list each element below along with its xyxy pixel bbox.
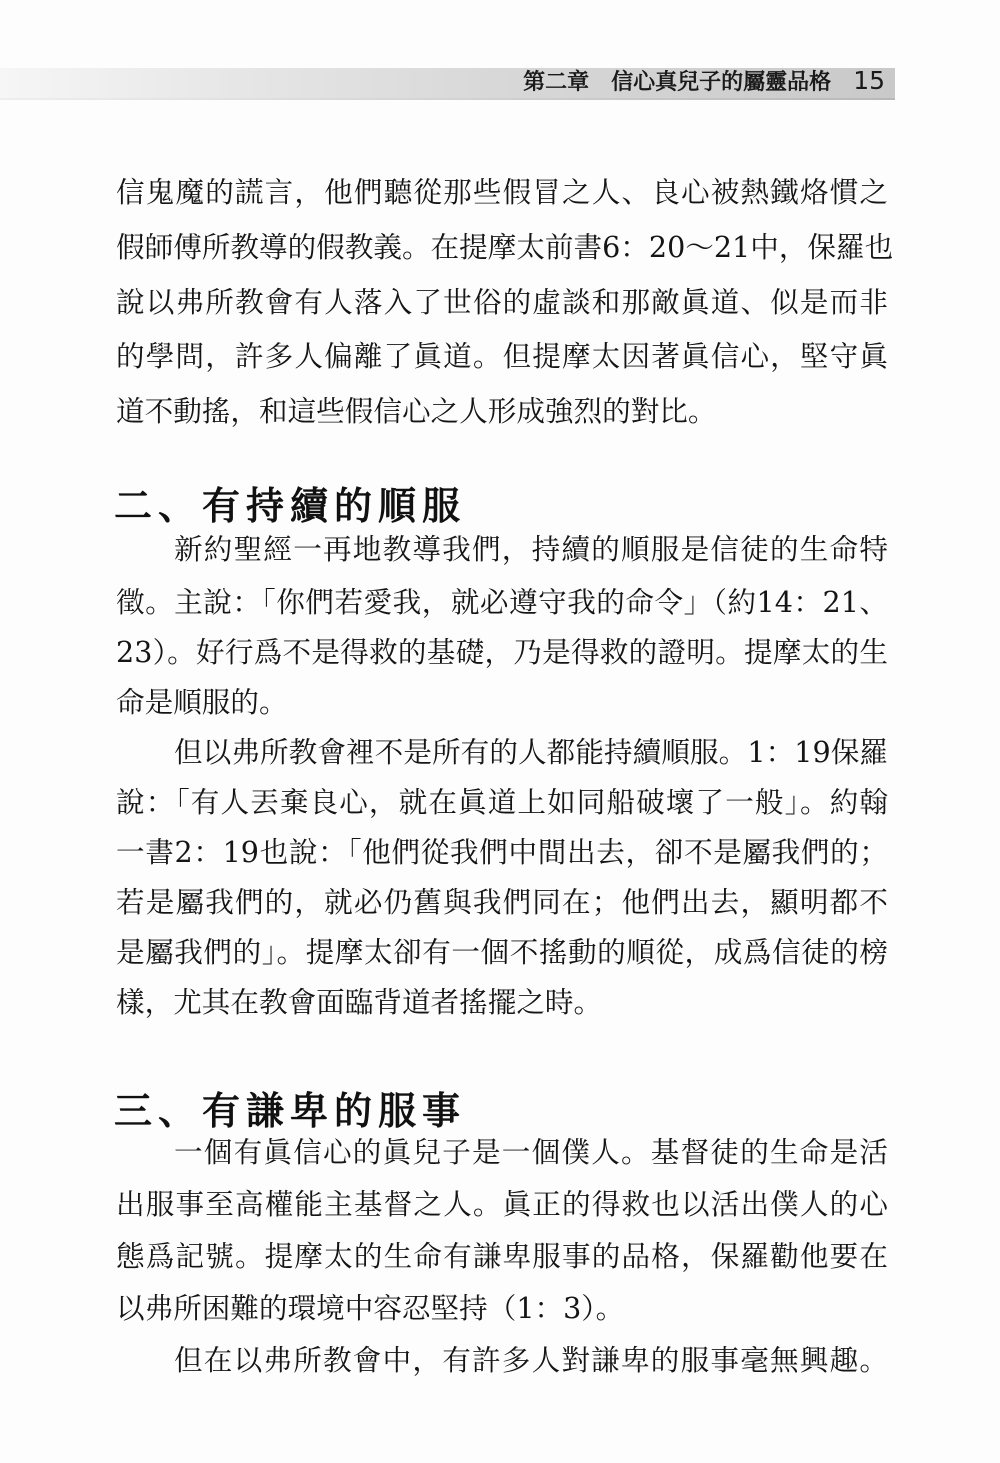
text-line: 以弗所困難的環境中容忍堅持（1：3）。 (116, 1291, 625, 1325)
text-line: 樣，尤其在教會面臨背道者搖擺之時。 (116, 985, 603, 1019)
text-line: 23）。好行爲不是得救的基礎，乃是得救的證明。提摩太的生 (116, 635, 888, 669)
text-line: 但以弗所教會裡不是所有的人都能持續順服。1：19保羅 (174, 735, 888, 769)
page-number: 15 (853, 65, 885, 95)
text-line: 若是屬我們的，就必仍舊與我們同在；他們出去，顯明都不 (116, 885, 888, 919)
text-line: 命是順服的。 (116, 685, 288, 719)
text-line: 一個有眞信心的眞兒子是一個僕人。基督徒的生命是活 (174, 1135, 888, 1169)
section-heading: 三、有謙卑的服事 (114, 1089, 467, 1133)
text-line: 道不動搖，和這些假信心之人形成強烈的對比。 (116, 394, 717, 428)
text-line: 是屬我們的」。提摩太卻有一個不搖動的順從，成爲信徒的榜 (116, 935, 888, 969)
text-line: 但在以弗所教會中，有許多人對謙卑的服事毫無興趣。 (174, 1343, 888, 1377)
chapter-title: 第二章 信心真兒子的屬靈品格 (523, 69, 832, 95)
text-line: 態爲記號。提摩太的生命有謙卑服事的品格，保羅勸他要在 (116, 1239, 888, 1273)
text-line: 新約聖經一再地教導我們，持續的順服是信徒的生命特 (174, 532, 888, 566)
text-line: 假師傅所教導的假教義。在提摩太前書6：20～21中，保羅也 (116, 230, 894, 264)
text-line: 出服事至高權能主基督之人。眞正的得救也以活出僕人的心 (116, 1187, 888, 1221)
text-line: 信鬼魔的謊言，他們聽從那些假冒之人、良心被熱鐵烙慣之 (116, 175, 888, 209)
section-heading: 二、有持續的順服 (114, 484, 467, 528)
text-line: 的學問，許多人偏離了眞道。但提摩太因著眞信心，堅守眞 (116, 339, 888, 373)
text-line: 說以弗所教會有人落入了世俗的虛談和那敵眞道、似是而非 (116, 285, 888, 319)
text-line: 一書2：19也說：「他們從我們中間出去，卻不是屬我們的； (116, 835, 888, 869)
text-line: 說：「有人丟棄良心，就在眞道上如同船破壞了一般」。約翰 (116, 785, 888, 819)
text-line: 徵。主說：「你們若愛我，就必遵守我的命令」（約14：21、 (116, 585, 888, 619)
